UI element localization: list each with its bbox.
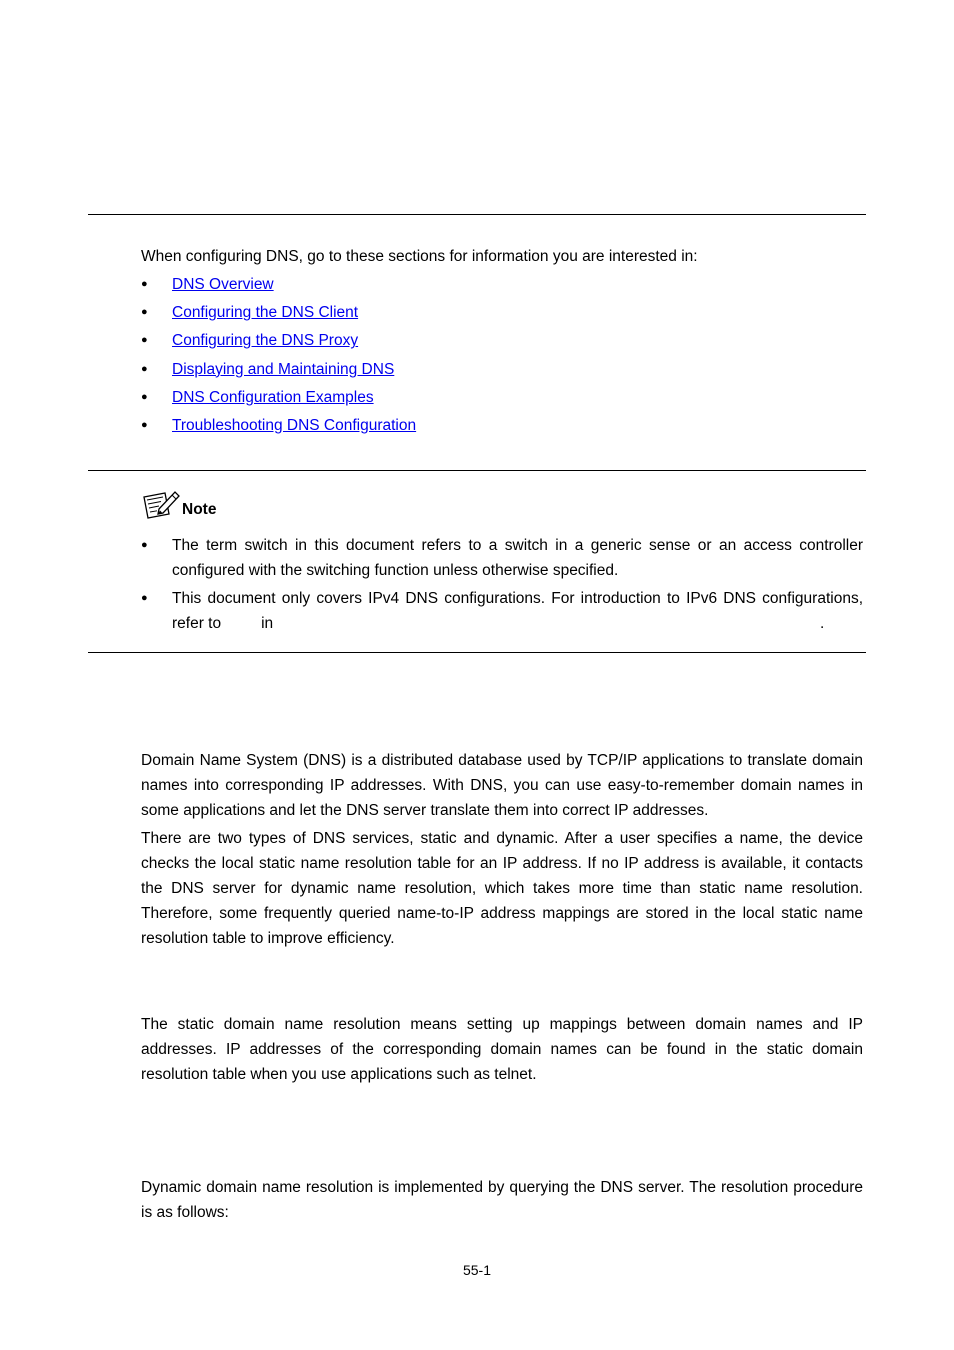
bullet-icon: ● xyxy=(141,390,148,403)
toc-list xyxy=(141,272,863,441)
list-item xyxy=(141,413,863,441)
note-header xyxy=(141,488,341,524)
bullet-icon: ● xyxy=(141,362,148,375)
bullet-icon: ● xyxy=(141,592,148,604)
note-bottom-rule xyxy=(88,652,866,653)
intro-text: When configuring DNS, go to these sections for information you are interested in: xyxy=(141,248,698,265)
static-paragraph: The static domain name resolution means setting up mappings between domain names and IP addresses. IP addresses of the corresponding domain names can be found in the static domain resolution table when you use applications such as telnet. xyxy=(141,1016,863,1083)
overview-paragraph-2: There are two types of DNS services, static and dynamic. After a user specifies a name, the device checks the local static name resolution table for an IP address. If no IP address is available, it contacts the DNS server for dynamic name resolution, which takes more time than static name resolution. Therefore, some frequently queried name-to-IP address mappings are stored in the local static name resolution table to improve efficiency. xyxy=(141,830,863,947)
bullet-icon: ● xyxy=(141,418,148,431)
toc-link-displaying[interactable]: Displaying and Maintaining DNS xyxy=(172,360,395,378)
bullet-icon: ● xyxy=(141,539,148,551)
note-item xyxy=(141,533,863,583)
toc-link-dns-proxy[interactable]: Configuring the DNS Proxy xyxy=(172,332,359,350)
top-rule xyxy=(88,214,866,215)
note-refer-text: refer to xyxy=(172,615,222,632)
page-number: 55-1 xyxy=(462,1262,492,1278)
list-item xyxy=(141,385,863,413)
note-period: . xyxy=(820,615,825,632)
overview-paragraph-1: Domain Name System (DNS) is a distributed database used by TCP/IP applications to translate domain names into corresponding IP addresses. With DNS, you can use easy-to-remember domain names in some applications and let the DNS server translate them into correct IP addresses. xyxy=(141,752,863,819)
list-item xyxy=(141,300,863,328)
note-list xyxy=(141,533,863,639)
dynamic-paragraph: Dynamic domain name resolution is implemented by querying the DNS server. The resolution procedure is as follows: xyxy=(141,1179,863,1221)
toc-link-troubleshooting[interactable]: Troubleshooting DNS Configuration xyxy=(172,416,417,434)
note-item xyxy=(141,586,863,636)
note-in-text: in xyxy=(261,615,274,632)
toc-link-examples[interactable]: DNS Configuration Examples xyxy=(172,388,374,406)
note-item-text: The term switch in this document refers to a switch in a generic sense or an access controller configured with the switching function unless otherwise specified. xyxy=(172,537,863,579)
toc-link-dns-overview[interactable]: DNS Overview xyxy=(172,276,274,293)
note-top-rule xyxy=(88,470,866,471)
list-item xyxy=(141,328,863,356)
toc-link-dns-client[interactable]: Configuring the DNS Client xyxy=(172,304,359,322)
bullet-icon: ● xyxy=(141,334,148,347)
list-item xyxy=(141,272,863,300)
list-item xyxy=(141,357,863,385)
note-label: Note xyxy=(182,501,217,518)
bullet-icon: ● xyxy=(141,306,148,319)
bullet-icon: ● xyxy=(141,278,148,290)
note-pencil-icon xyxy=(141,488,181,520)
note-item-text: This document only covers IPv4 DNS configurations. For introduction to IPv6 DNS configurations, xyxy=(172,590,863,607)
